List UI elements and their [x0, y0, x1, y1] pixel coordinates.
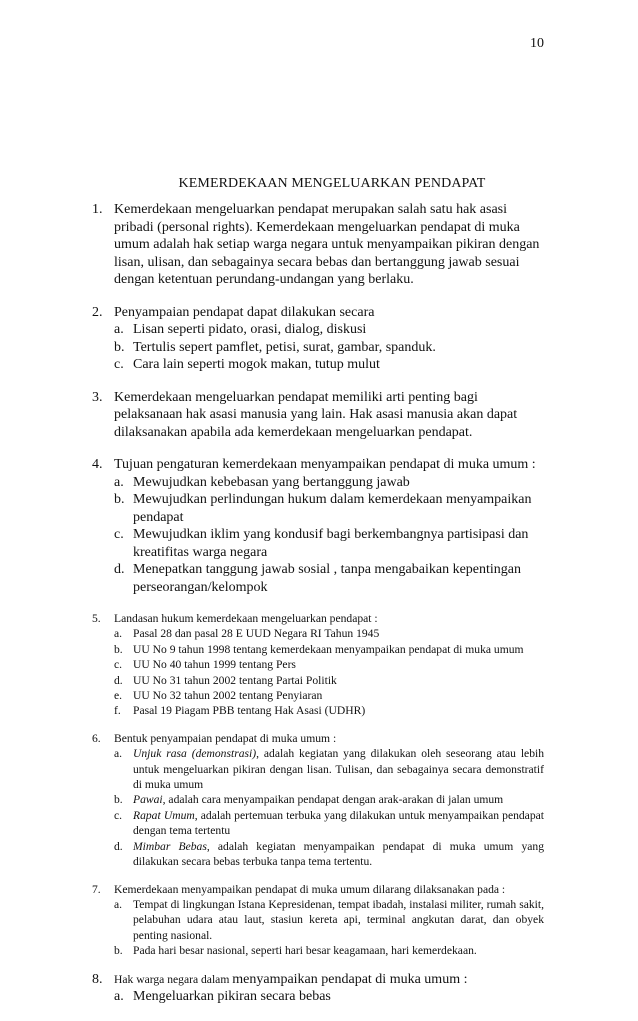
item-text-large: menyampaikan pendapat di muka umum : [232, 971, 468, 987]
sub-text: , adalah pertemuan terbuka yang dilakukan untuk menyampaikan pendapat dengan tema tertentu [133, 808, 544, 838]
sub-item [114, 526, 544, 561]
sub-item [114, 703, 544, 718]
sub-item [114, 688, 544, 703]
sub-letter: c. [114, 527, 124, 542]
sub-letter: a. [114, 322, 124, 337]
sub-text: , adalah kegiatan menyampaikan pendapat di muka umum yang dilakukan secara bebas terbuka tanpa tema tertentu. [133, 839, 544, 869]
sub-text: Mengeluarkan pikiran secara bebas [133, 989, 331, 1005]
item-number: 4. [92, 457, 103, 472]
sub-letter: a. [114, 747, 123, 761]
sub-text: Menepatkan tanggung jawab sosial , tanpa mengabaikan kepentingan perseorangan/kelompok [133, 562, 521, 595]
item-number: 8. [92, 971, 103, 987]
sub-item [114, 561, 544, 596]
list-item-4 [92, 456, 544, 596]
sub-text: Mewujudkan kebebasan yang bertanggung jawab [133, 474, 410, 490]
sub-text: UU No 9 tahun 1998 tentang kemerdekaan menyampaikan pendapat di muka umum [133, 642, 524, 656]
sub-text: Pasal 28 dan pasal 28 E UUD Negara RI Tahun 1945 [133, 627, 380, 641]
item-text: Kemerdekaan menyampaikan pendapat di muka umum dilarang dilaksanakan pada : [114, 882, 506, 896]
item-number: 5. [92, 612, 101, 625]
sub-text: UU No 31 tahun 2002 tentang Partai Politik [133, 673, 337, 687]
item-number: 6. [92, 731, 101, 745]
sub-item [114, 839, 544, 870]
sub-item [114, 339, 544, 357]
sub-item [114, 626, 544, 641]
list-item-1 [92, 201, 544, 289]
sub-item [114, 356, 544, 374]
term: Pawai, [133, 793, 166, 807]
item-text: Penyampaian pendapat dapat dilakukan secara [114, 304, 375, 320]
sub-letter: a. [114, 989, 124, 1005]
sub-item [114, 491, 544, 526]
list-item-5 [92, 611, 544, 719]
list-item-6 [92, 731, 544, 870]
item-text: Tujuan pengaturan kemerdekaan menyampaikan pendapat di muka umum : [114, 457, 536, 472]
sub-text: Mewujudkan iklim yang kondusif bagi berkembangnya partisipasi dan kreatifitas warga negara [133, 527, 529, 560]
sub-item [114, 673, 544, 688]
sub-text: Mewujudkan perlindungan hukum dalam kemerdekaan menyampaikan pendapat [133, 492, 532, 525]
item-text: Kemerdekaan mengeluarkan pendapat memiliki arti penting bagi pelaksanaan hak asasi manusia yang lain. Hak asasi manusia akan dapat dilaksanakan apabila ada kemerdekaan mengeluarkan pendapat. [114, 389, 518, 440]
sub-letter: f. [114, 704, 121, 718]
sub-text: Cara lain seperti mogok makan, tutup mulut [133, 357, 380, 372]
page-number: 10 [530, 36, 544, 51]
item-text: Bentuk penyampaian pendapat di muka umum : [114, 731, 337, 745]
content [92, 201, 544, 1021]
sub-letter: d. [114, 562, 125, 577]
sub-letter: a. [114, 627, 123, 641]
sub-letter: b. [114, 642, 123, 656]
sub-text: Pada hari besar nasional, seperti hari besar keagamaan, hari kemerdekaan. [133, 944, 477, 958]
item-number: 7. [92, 882, 101, 896]
sub-text: UU No 40 tahun 1999 tentang Pers [133, 658, 296, 672]
sub-letter: b. [114, 793, 123, 807]
item-text-small: Hak warga negara dalam [114, 972, 233, 986]
sub-item [114, 321, 544, 339]
sub-letter: b. [114, 492, 125, 507]
sub-letter: d. [114, 839, 123, 853]
term: Rapat Umum [133, 808, 195, 822]
sub-letter: d. [114, 673, 123, 687]
sub-letter: c. [114, 808, 123, 822]
item-number: 2. [92, 304, 103, 320]
list-item-7 [92, 882, 544, 959]
sub-item [114, 808, 544, 839]
sub-letter: a. [114, 897, 123, 911]
sub-letter: b. [114, 944, 123, 958]
sub-text: adalah cara menyampaikan pendapat dengan arak-arakan di jalan umum [165, 793, 504, 807]
sub-item [114, 897, 544, 943]
sub-item [114, 474, 544, 492]
sub-text: Pasal 19 Piagam PBB tentang Hak Asasi (UDHR) [133, 704, 366, 718]
item-text: Landasan hukum kemerdekaan mengeluarkan pendapat : [114, 612, 378, 625]
term: Unjuk rasa (demonstrasi) [133, 747, 257, 761]
item-number: 1. [92, 202, 103, 217]
sub-text: UU No 32 tahun 2002 tentang Penyiaran [133, 689, 323, 703]
item-text: Kemerdekaan mengeluarkan pendapat merupakan salah satu hak asasi pribadi (personal rights). Kemerdekaan mengeluarkan pendapat di muka umum adalah hak setiap warga negara untuk menyampaikan pikiran dengan lisan, ulisan, dan sebagainya secara bebas dan bertanggung jawab sesuai dengan ketentuan perundang-undangan yang berlaku. [114, 202, 540, 287]
sub-item [114, 792, 544, 807]
sub-text: , adalah kegiatan yang dilakukan oleh seseorang atau lebih untuk mengeluarkan pikiran dengan lisan. Tulisan, dan sebagainya secara demonstratif di muka umum [133, 747, 545, 792]
item-number: 3. [92, 389, 103, 405]
sub-text: Tertulis sepert pamflet, petisi, surat, gambar, spanduk. [133, 339, 436, 355]
list-item-2 [92, 304, 544, 374]
item-text [114, 971, 544, 989]
sub-text: Lisan seperti pidato, orasi, dialog, diskusi [133, 322, 367, 337]
sub-text: Tempat di lingkungan Istana Kepresidenan, tempat ibadah, instalasi militer, rumah sakit, pelabuhan udara atau laut, stasiun kereta api, terminal angkutan darat, dan obyek penting nasional. [133, 897, 544, 942]
sub-letter: c. [114, 658, 123, 672]
sub-item [114, 943, 544, 958]
sub-item [114, 746, 544, 792]
sub-letter: b. [114, 339, 125, 355]
sub-item [114, 642, 544, 657]
sub-letter: c. [114, 357, 124, 372]
page-title: KEMERDEKAAN MENGELUARKAN PENDAPAT [178, 176, 486, 191]
sub-item [114, 988, 544, 1006]
sub-item [114, 657, 544, 672]
sub-letter: e. [114, 689, 123, 703]
list-item-3 [92, 389, 544, 442]
term: Mimbar Bebas [133, 839, 207, 853]
sub-letter: a. [114, 474, 124, 490]
